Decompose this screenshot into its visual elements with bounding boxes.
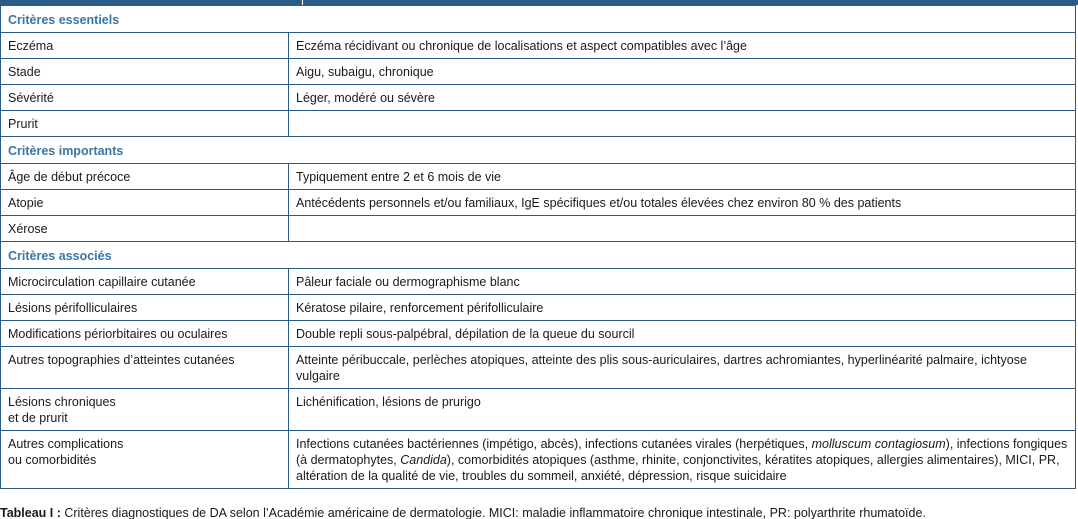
caption-text: Critères diagnostiques de DA selon l’Académie américaine de dermatologie. MICI: maladie inflammatoire chronique intestinale, PR: polyarthrite rhumatoïde. (60, 506, 926, 519)
section-header-essentiels (1, 6, 1076, 33)
table-row (1, 85, 1076, 111)
criterion-cell: Xérose (1, 216, 289, 242)
table-row (1, 347, 1076, 389)
criterion-cell (1, 389, 289, 431)
criterion-line: ou comorbidités (8, 453, 97, 467)
section-header-importants (1, 137, 1076, 164)
description-cell: Typiquement entre 2 et 6 mois de vie (289, 164, 1076, 190)
caption-label: Tableau I : (0, 506, 61, 519)
table-row (1, 33, 1076, 59)
table-row (1, 269, 1076, 295)
table-row (1, 321, 1076, 347)
criteria-table (0, 5, 1076, 489)
section-title: Critères importants (1, 137, 1076, 164)
criterion-cell: Âge de début précoce (1, 164, 289, 190)
criterion-cell: Microcirculation capillaire cutanée (1, 269, 289, 295)
description-cell (289, 111, 1076, 137)
criterion-line: Autres complications (8, 437, 124, 451)
description-cell: Lichénification, lésions de prurigo (289, 389, 1076, 431)
criterion-cell: Modifications périorbitaires ou oculaires (1, 321, 289, 347)
table-row (1, 295, 1076, 321)
table-row (1, 59, 1076, 85)
criterion-cell: Autres topographies d’atteintes cutanées (1, 347, 289, 389)
table-caption (0, 505, 1078, 519)
section-title: Critères essentiels (1, 6, 1076, 33)
description-text: ), infections fongiques (à dermatophytes, (296, 437, 1068, 467)
description-cell: Atteinte péribuccale, perlèches atopiques, atteinte des plis sous-auriculaires, dartres achromiantes, hyperlinéarité palmaire, ichtyose vulgaire (289, 347, 1076, 389)
description-text: Infections cutanées bactériennes (impétigo, abcès), infections cutanées virales (herpétiques, (296, 437, 812, 451)
table-row (1, 389, 1076, 431)
description-cell: Léger, modéré ou sévère (289, 85, 1076, 111)
table-row (1, 111, 1076, 137)
section-header-associes (1, 242, 1076, 269)
description-cell (289, 216, 1076, 242)
description-cell: Pâleur faciale ou dermographisme blanc (289, 269, 1076, 295)
criterion-cell (1, 431, 289, 489)
table-row (1, 164, 1076, 190)
criterion-cell: Stade (1, 59, 289, 85)
description-cell: Eczéma récidivant ou chronique de localisations et aspect compatibles avec l’âge (289, 33, 1076, 59)
criterion-line: Lésions chroniques (8, 395, 116, 409)
table-row (1, 431, 1076, 489)
table-row (1, 190, 1076, 216)
criterion-cell: Prurit (1, 111, 289, 137)
table-row (1, 216, 1076, 242)
italic-term: molluscum contagiosum (811, 437, 946, 451)
italic-term: Candida (400, 453, 447, 467)
description-cell: Double repli sous-palpébral, dépilation de la queue du sourcil (289, 321, 1076, 347)
description-text: ), comorbidités atopiques (asthme, rhinite, conjonctivites, kératites atopiques, allergies alimentaires), MICI, PR, altération de la qualité de vie, troubles du sommeil, anxiété, dépression, risque suicidaire (296, 453, 1060, 483)
criterion-cell: Eczéma (1, 33, 289, 59)
criterion-cell: Atopie (1, 190, 289, 216)
criterion-cell: Sévérité (1, 85, 289, 111)
description-cell (289, 431, 1076, 489)
criterion-cell: Lésions périfolliculaires (1, 295, 289, 321)
description-cell: Kératose pilaire, renforcement périfolliculaire (289, 295, 1076, 321)
section-title: Critères associés (1, 242, 1076, 269)
criterion-line: et de prurit (8, 411, 68, 425)
description-cell: Aigu, subaigu, chronique (289, 59, 1076, 85)
description-cell: Antécédents personnels et/ou familiaux, IgE spécifiques et/ou totales élevées chez environ 80 % des patients (289, 190, 1076, 216)
